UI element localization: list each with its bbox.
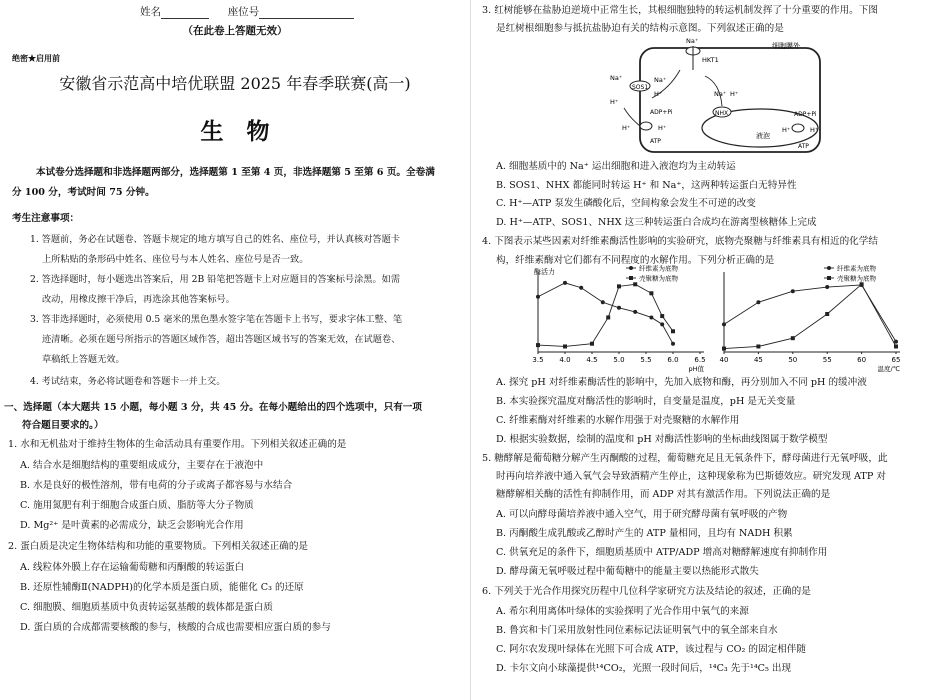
series-line	[724, 284, 896, 348]
legend-marker	[827, 276, 831, 280]
data-point	[633, 310, 637, 314]
data-point	[536, 343, 540, 347]
legend-label: 纤维素为底物	[837, 264, 876, 273]
q5-stem-3: 糖酵解相关酶的活性有抑制作用，而 ADP 对其有激活作用。下列说法正确的是	[496, 489, 831, 500]
q5-option-c[interactable]: C. 供氧充足的条件下，细胞质基质中 ATP/ADP 增高对糖酵解速度有抑制作用	[496, 547, 828, 558]
x-tick-label: 6.0	[667, 356, 679, 364]
section-heading-cont: 符合题目要求的。）	[22, 420, 104, 431]
q5-option-d[interactable]: D. 酵母菌无氧呼吸过程中葡萄糖中的能量主要以热能形式散失	[496, 566, 759, 577]
vacuole-label: 液泡	[756, 132, 770, 140]
note-line: 草稿纸上答题无效。	[42, 354, 125, 365]
outside-label: 细胞膜外	[772, 42, 800, 50]
x-tick-label: 5.0	[613, 356, 625, 364]
q4-option-b[interactable]: B. 本实验探究温度对酶活性的影响时，自变量是温度，pH 是无关变量	[496, 396, 796, 407]
q4-stem-2: 构，纤维素酶对它们都有不同程度的水解作用。下列分析正确的是	[496, 255, 775, 266]
q6-option-a[interactable]: A. 希尔利用离体叶绿体的实验探明了光合作用中氧气的来源	[496, 606, 749, 617]
left-column	[0, 0, 470, 700]
data-point	[825, 285, 829, 289]
name-field[interactable]	[140, 6, 354, 19]
data-point	[825, 312, 829, 316]
name-blank[interactable]	[161, 7, 209, 19]
q2-option-d[interactable]: D. 蛋白质的合成都需要核酸的参与，核酸的合成也需要相应蛋白质的参与	[20, 622, 331, 633]
q1-option-c[interactable]: C. 施用氮肥有利于细胞合成蛋白质、脂肪等大分子物质	[20, 500, 254, 511]
q6-stem: 6. 下列关于光合作用探究历程中几位科学家研究方法及结论的叙述，正确的是	[482, 586, 811, 597]
data-point	[894, 344, 898, 348]
data-point	[660, 314, 664, 318]
x-axis-label: pH值	[688, 365, 704, 373]
column-divider	[470, 0, 471, 700]
note-line: 上所粘贴的条形码中姓名、座位号与本人姓名、座位号是否一致。	[42, 254, 309, 265]
data-point	[860, 282, 864, 286]
q5-stem-2: 时再向培养液中通入氧气会导致酒精产生停止，这种现象称为巴斯德效应。研究发现 ATP 对	[496, 471, 886, 482]
data-point	[536, 295, 540, 299]
x-tick-label: 4.5	[586, 356, 598, 364]
q5-stem-1: 5. 糖酵解是葡萄糖分解产生丙酮酸的过程，葡萄糖充足且无氧条件下，酵母菌进行无氧呼吸，此	[482, 453, 888, 464]
right-column	[480, 0, 950, 700]
q5-option-a[interactable]: A. 可以向酵母菌培养液中通入空气，用于研究酵母菌有氧呼吸的产物	[496, 509, 788, 520]
legend-label: 壳聚糖为底物	[639, 274, 678, 283]
h-pump-right: H⁺	[810, 126, 819, 134]
data-point	[722, 347, 726, 351]
sos1-label: SOS1	[632, 84, 649, 91]
q1-option-d[interactable]: D. Mg²⁺ 是叶黄素的必需成分，缺乏会影响光合作用	[20, 520, 244, 531]
legend-marker	[629, 266, 633, 270]
data-point	[617, 284, 621, 288]
na-nhx: Na⁺	[714, 90, 727, 98]
seat-label: 座位号	[227, 6, 260, 18]
data-point	[563, 344, 567, 348]
x-tick-label: 45	[753, 356, 763, 364]
data-point	[791, 289, 795, 293]
q6-option-b[interactable]: B. 鲁宾和卡门采用放射性同位素标记法证明氧气中的氧全部来自水	[496, 625, 778, 636]
cell-membrane	[640, 48, 820, 152]
q1-stem: 1. 水和无机盐对于维持生物体的生命活动具有重要作用。下列相关叙述正确的是	[8, 439, 347, 450]
na-out-left: Na⁺	[610, 74, 623, 82]
no-answer-note: （在此卷上答题无效）	[182, 25, 288, 37]
series-line	[724, 285, 896, 342]
legend-marker	[827, 266, 831, 270]
data-point	[649, 291, 653, 295]
subject-title: 生 物	[200, 118, 270, 145]
data-point	[671, 342, 675, 346]
data-point	[601, 300, 605, 304]
x-tick-label: 55	[822, 356, 832, 364]
data-point	[633, 282, 637, 286]
na-outside: Na⁺	[686, 38, 699, 45]
intro-line-1: 本试卷分选择题和非选择题两部分，选择题第 1 至第 4 页，非选择题第 5 至第 6 页。全卷满	[36, 167, 435, 178]
h-in-left: H⁺	[654, 90, 663, 98]
q4-stem-1: 4. 下图表示某些因素对纤维素酶活性影响的实验研究，底物壳聚糖与纤维素具有相近的化学结	[482, 236, 878, 247]
name-label: 姓名	[140, 6, 161, 18]
intro-line-2: 分 100 分，考试时间 75 分钟。	[12, 187, 155, 198]
x-tick-label: 4.0	[559, 356, 571, 364]
q2-option-b[interactable]: B. 还原性辅酶Ⅱ(NADPH)的化学本质是蛋白质，能催化 C₃ 的还原	[20, 582, 304, 593]
note-line: 3. 答非选择题时，必须使用 0.5 毫米的黑色墨水签字笔在答题卡上书写，要求字体工整、笔	[30, 314, 403, 325]
note-line: 1. 答题前，务必在试题卷、答题卡规定的地方填写自己的姓名、座位号，并认真核对答题卡	[30, 234, 400, 245]
note-line: 改动，用橡皮擦干净后，再选涂其他答案标号。	[42, 294, 235, 305]
q5-option-b[interactable]: B. 丙酮酸生成乳酸或乙醇时产生的 ATP 量相同，且均有 NADH 积累	[496, 528, 793, 539]
atp-left: ATP	[650, 138, 661, 145]
q6-option-c[interactable]: C. 阿尔农发现叶绿体在光照下可合成 ATP，该过程与 CO₂ 的固定相伴随	[496, 644, 806, 655]
note-line: 2. 答选择题时，每小题选出答案后，用 2B 铅笔把答题卡上对应题目的答案标号涂黑。如需	[30, 274, 401, 285]
q3-option-c[interactable]: C. H⁺—ATP 泵发生磷酸化后，空间构象会发生不可逆的改变	[496, 198, 756, 209]
q6-option-d[interactable]: D. 卡尔文向小球藻提供¹⁴CO₂，光照一段时间后，¹⁴C₃ 先于¹⁴C₅ 出现	[496, 663, 792, 674]
x-tick-label: 50	[788, 356, 798, 364]
data-point	[649, 315, 653, 319]
h-out-left: H⁺	[610, 98, 619, 106]
nhx-label: NHX	[715, 110, 729, 117]
seat-blank[interactable]	[259, 7, 354, 19]
section-heading: 一、选择题（本大题共 15 小题，每小题 3 分，共 45 分。在每小题给出的四个选项中，只有一项	[4, 402, 422, 413]
x-tick-label: 60	[857, 356, 867, 364]
legend-label: 纤维素为底物	[639, 264, 678, 273]
note-line: 4. 考试结束，务必将试题卷和答题卡一并上交。	[30, 376, 226, 387]
data-point	[756, 300, 760, 304]
h-pump-right	[792, 124, 804, 132]
data-point	[590, 342, 594, 346]
data-point	[671, 329, 675, 333]
h-pump-right-in: H⁺	[782, 126, 791, 134]
exam-title: 安徽省示范高中培优联盟 2025 年春季联赛(高一)	[59, 74, 411, 93]
adp-pi-left: ADP+Pi	[650, 109, 673, 116]
q2-option-a[interactable]: A. 线粒体外膜上存在运输葡萄糖和丙酮酸的转运蛋白	[20, 562, 245, 573]
q3-stem-1: 3. 红树能够在盐胁迫逆境中正常生长，其根细胞独特的转运机制发挥了十分重要的作用。下图	[482, 5, 878, 16]
temperature-activity-chart	[714, 262, 914, 374]
x-axis-label: 温度/℃	[877, 365, 900, 373]
data-point	[756, 344, 760, 348]
ph-activity-chart	[518, 262, 718, 374]
q3-option-a[interactable]: A. 细胞基质中的 Na⁺ 运出细胞和进入液泡均为主动转运	[496, 161, 736, 172]
adp-pi-right: ADP+Pi	[794, 111, 817, 118]
q2-option-c[interactable]: C. 细胞膜、细胞质基质中负责转运氨基酸的载体都是蛋白质	[20, 602, 273, 613]
legend-marker	[629, 276, 633, 280]
notes-heading: 考生注意事项：	[12, 213, 80, 224]
q3-option-b[interactable]: B. SOS1、NHX 都能同时转运 H⁺ 和 Na⁺，这两种转运蛋白无特异性	[496, 180, 797, 191]
x-tick-label: 40	[719, 356, 729, 364]
data-point	[660, 322, 664, 326]
x-tick-label: 65	[891, 356, 901, 364]
data-point	[563, 281, 567, 285]
note-line: 迹清晰。必须在题号所指示的答题区域作答，超出答题区域书写的答案无效，在试题卷、	[42, 334, 401, 345]
x-tick-label: 3.5	[532, 356, 544, 364]
y-axis-label: 酶活力	[534, 268, 555, 276]
h-pump-left	[640, 122, 652, 130]
x-tick-label: 6.5	[694, 356, 706, 364]
h-pump-left-in: H⁺	[658, 124, 667, 132]
na-in-left: Na⁺	[654, 76, 667, 84]
q1-option-a[interactable]: A. 结合水是细胞结构的重要组成成分，主要存在于液泡中	[20, 460, 264, 471]
q4-option-c[interactable]: C. 纤维素酶对纤维素的水解作用强于对壳聚糖的水解作用	[496, 415, 740, 426]
secret-mark: 绝密★启用前	[12, 53, 60, 63]
q1-option-b[interactable]: B. 水是良好的极性溶剂，带有电荷的分子或离子都容易与水结合	[20, 480, 293, 491]
q4-option-d[interactable]: D. 根据实验数据，绘制的温度和 pH 对酶活性影响的坐标曲线图属于数学模型	[496, 434, 828, 445]
x-tick-label: 5.5	[640, 356, 652, 364]
data-point	[791, 336, 795, 340]
atp-right: ATP	[798, 143, 809, 150]
hkt1-label: HKT1	[702, 56, 719, 64]
data-point	[606, 315, 610, 319]
data-point	[722, 322, 726, 326]
q2-stem: 2. 蛋白质是决定生物体结构和功能的重要物质。下列相关叙述正确的是	[8, 541, 309, 552]
q3-stem-2: 是红树根细胞参与抵抗盐胁迫有关的结构示意图。下列叙述正确的是	[496, 23, 784, 34]
salt-transport-diagram	[610, 38, 850, 156]
legend-label: 壳聚糖为底物	[837, 274, 876, 283]
data-point	[617, 306, 621, 310]
h-nhx: H⁺	[730, 90, 739, 98]
h-pump-left: H⁺	[622, 124, 631, 132]
q3-option-d[interactable]: D. H⁺—ATP、SOS1、NHX 这三种转运蛋白合成均在游离型核糖体上完成	[496, 217, 817, 228]
q4-option-a[interactable]: A. 探究 pH 对纤维素酶活性的影响中，先加入底物和酶，再分别加入不同 pH 的缓冲液	[496, 377, 867, 388]
data-point	[579, 286, 583, 290]
